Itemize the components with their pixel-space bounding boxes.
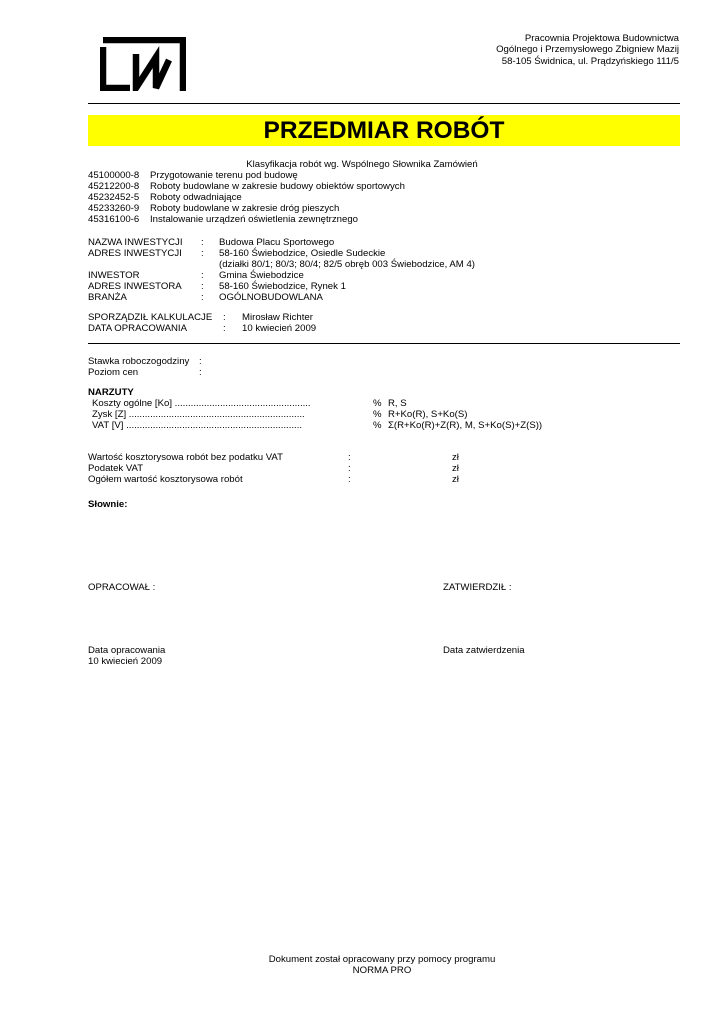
value-net-label: Wartość kosztorysowa robót bez podatku VAT — [88, 452, 283, 463]
surcharge-formula: R, S — [388, 398, 407, 409]
separator: : — [348, 474, 351, 485]
approval-date-label: Data zatwierdzenia — [443, 645, 525, 656]
currency: zł — [452, 463, 459, 474]
classification-code: 45100000-8 — [88, 170, 140, 181]
investment-address-label: ADRES INWESTYCJI — [88, 248, 182, 259]
prepared-by-value: Mirosław Richter — [242, 312, 313, 323]
prepared-by-label: SPORZĄDZIŁ KALKULACJE — [88, 312, 213, 323]
footer-line-1: Dokument został opracowany przy pomocy programu — [268, 954, 496, 965]
separator: : — [199, 367, 202, 378]
branch-label: BRANŻA — [88, 292, 127, 303]
classification-code: 45316100-6 — [88, 214, 140, 225]
currency: zł — [452, 474, 459, 485]
hourly-rate-label: Stawka roboczogodziny — [88, 356, 190, 367]
separator: : — [223, 323, 226, 334]
classification-code: 45233260-9 — [88, 203, 140, 214]
approved-signature-label: ZATWIERDZIŁ : — [443, 582, 512, 593]
header-divider — [88, 103, 680, 104]
surcharge-label: VAT [V] .................................................................. — [92, 420, 303, 431]
surcharges-heading: NARZUTY — [88, 387, 134, 398]
classification-desc: Roboty odwadniające — [150, 192, 242, 203]
separator: : — [201, 292, 204, 303]
classification-desc: Roboty budowlane w zakresie budowy obiektów sportowych — [150, 181, 405, 192]
surcharge-label: Zysk [Z] .................................................................. — [92, 409, 305, 420]
surcharge-formula: R+Ko(R), S+Ko(S) — [388, 409, 468, 420]
separator: : — [201, 237, 204, 248]
prepared-signature-label: OPRACOWAŁ : — [88, 582, 156, 593]
company-logo — [100, 37, 186, 91]
classification-desc: Instalowanie urządzeń oświetlenia zewnętrznego — [150, 214, 358, 225]
prepared-date-label: Data opracowania — [88, 645, 166, 656]
date-prepared-value: 10 kwiecień 2009 — [242, 323, 317, 334]
prepared-date-value: 10 kwiecień 2009 — [88, 656, 163, 667]
surcharge-percent: % — [373, 420, 382, 431]
date-prepared-label: DATA OPRACOWANIA — [88, 323, 187, 334]
classification-code: 45232452-5 — [88, 192, 140, 203]
investment-address-parcels: (działki 80/1; 80/3; 80/4; 82/5 obręb 003 Świebodzice, AM 4) — [219, 259, 475, 270]
investor-value: Gmina Świebodzice — [219, 270, 304, 281]
currency: zł — [452, 452, 459, 463]
separator: : — [201, 270, 204, 281]
investor-address-value: 58-160 Świebodzice, Rynek 1 — [219, 281, 346, 292]
separator: : — [348, 463, 351, 474]
company-line-3: 58-105 Świdnica, ul. Prądzyńskiego 111/5 — [501, 55, 679, 67]
branch-value: OGÓLNOBUDOWLANA — [219, 292, 323, 303]
investment-name-label: NAZWA INWESTYCJI — [88, 237, 183, 248]
classification-heading: Klasyfikacja robót wg. Wspólnego Słownika Zamówień — [246, 159, 478, 170]
value-total-label: Ogółem wartość kosztorysowa robót — [88, 474, 243, 485]
separator: : — [348, 452, 351, 463]
surcharge-percent: % — [373, 398, 382, 409]
info-divider — [88, 343, 680, 344]
investment-address-value: 58-160 Świebodzice, Osiedle Sudeckie — [219, 248, 386, 259]
surcharge-label: Koszty ogólne [Ko] ................................................... — [92, 398, 311, 409]
page-title: PRZEDMIAR ROBÓT — [263, 117, 505, 144]
investor-label: INWESTOR — [88, 270, 140, 281]
separator: : — [201, 248, 204, 259]
separator: : — [199, 356, 202, 367]
company-info — [496, 33, 679, 67]
company-line-2: Ogólnego i Przemysłowego Zbigniew Mazij — [496, 44, 679, 56]
investment-name-value: Budowa Placu Sportowego — [219, 237, 335, 248]
vat-label: Podatek VAT — [88, 463, 144, 474]
title-bar — [88, 115, 680, 146]
separator: : — [223, 312, 226, 323]
surcharge-formula: Σ(R+Ko(R)+Z(R), M, S+Ko(S)+Z(S)) — [388, 420, 543, 431]
investor-address-label: ADRES INWESTORA — [88, 281, 182, 292]
classification-code: 45212200-8 — [88, 181, 140, 192]
footer-line-2: NORMA PRO — [352, 965, 412, 976]
surcharge-percent: % — [373, 409, 382, 420]
separator: : — [201, 281, 204, 292]
company-line-1: Pracownia Projektowa Budownictwa — [524, 33, 679, 44]
price-level-label: Poziom cen — [88, 367, 139, 378]
in-words-label: Słownie: — [88, 499, 128, 510]
classification-desc: Przygotowanie terenu pod budowę — [150, 170, 298, 181]
classification-desc: Roboty budowlane w zakresie dróg pieszych — [150, 203, 340, 214]
